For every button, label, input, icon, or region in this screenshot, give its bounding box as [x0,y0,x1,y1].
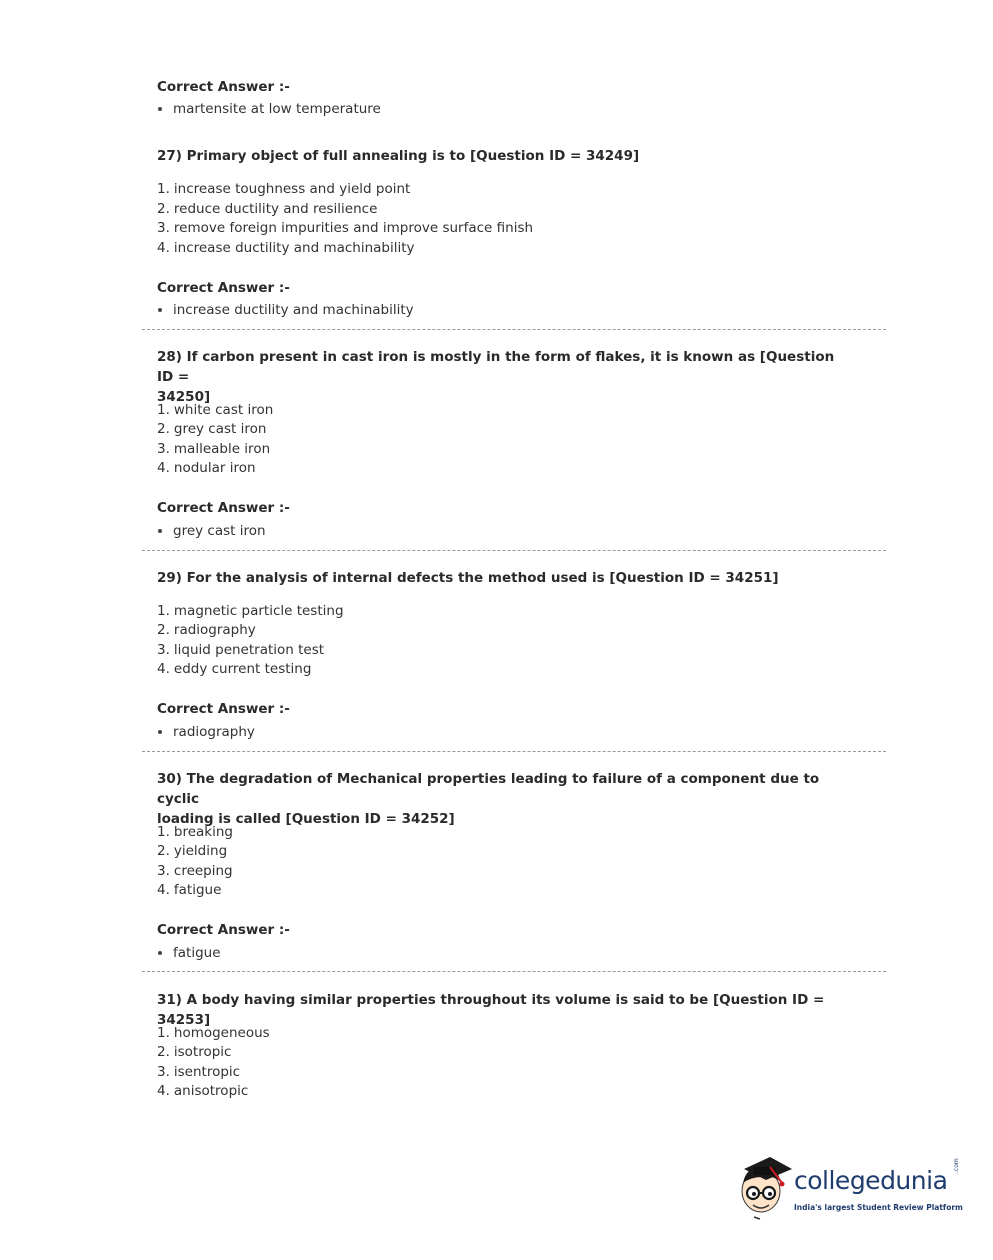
mascot-graduate-icon [736,1153,794,1223]
option-item: 1. white cast iron [157,402,274,418]
section-divider [142,971,886,972]
option-item: 3. malleable iron [157,441,271,457]
correct-answer-label: Correct Answer :- [157,500,290,516]
option-item: 1. breaking [157,824,233,840]
bullet-icon [158,529,162,533]
option-item: 4. fatigue [157,882,222,898]
correct-answer-label: Correct Answer :- [157,701,290,717]
correct-answer-text: increase ductility and machinability [173,302,414,318]
question-28: 28) If carbon present in cast iron is mostly in the form of flakes, it is known as [Question ID = 34250] [157,349,835,405]
option-item: 4. eddy current testing [157,661,312,677]
logo-com: .com [953,1158,960,1173]
correct-answer [157,302,414,318]
correct-answer-label: Correct Answer :- [157,922,290,938]
option-item: 2. grey cast iron [157,421,267,437]
option-item: 3. creeping [157,863,233,879]
question-27: 27) Primary object of full annealing is to [Question ID = 34249] [157,148,640,164]
option-item: 2. yielding [157,843,228,859]
correct-answer [157,945,221,961]
option-item: 1. increase toughness and yield point [157,181,411,197]
correct-answer-label: Correct Answer :- [157,280,290,296]
option-item: 3. liquid penetration test [157,642,325,658]
correct-answer-label: Correct Answer :- [157,79,290,95]
logo-wordmark: collegedunia [794,1166,948,1195]
correct-answer-text: fatigue [173,945,221,961]
section-divider [142,550,886,551]
correct-answer-text: martensite at low temperature [173,101,381,117]
correct-answer [157,724,255,740]
logo-tagline: India's largest Student Review Platform [794,1203,963,1212]
correct-answer-text: radiography [173,724,255,740]
option-item: 2. radiography [157,622,256,638]
bullet-icon [158,107,162,111]
option-item: 2. reduce ductility and resilience [157,201,378,217]
question-30: 30) The degradation of Mechanical properties leading to failure of a component due to cyclic loading is called [Question ID = 34252] [157,771,820,827]
option-item: 4. anisotropic [157,1083,249,1099]
section-divider [142,751,886,752]
question-29: 29) For the analysis of internal defects the method used is [Question ID = 34251] [157,570,779,586]
collegedunia-logo[interactable] [736,1153,961,1223]
option-item: 4. nodular iron [157,460,256,476]
option-item: 3. remove foreign impurities and improve surface finish [157,220,534,236]
bullet-icon [158,730,162,734]
question-31: 31) A body having similar properties throughout its volume is said to be [Question ID = 34253] [157,992,825,1028]
section-divider [142,329,886,330]
correct-answer-text: grey cast iron [173,523,266,539]
option-item: 3. isentropic [157,1064,241,1080]
bullet-icon [158,951,162,955]
option-item: 1. homogeneous [157,1025,270,1041]
correct-answer [157,101,381,117]
option-item: 2. isotropic [157,1044,232,1060]
option-item: 1. magnetic particle testing [157,603,344,619]
option-item: 4. increase ductility and machinability [157,240,415,256]
correct-answer [157,523,266,539]
bullet-icon [158,308,162,312]
